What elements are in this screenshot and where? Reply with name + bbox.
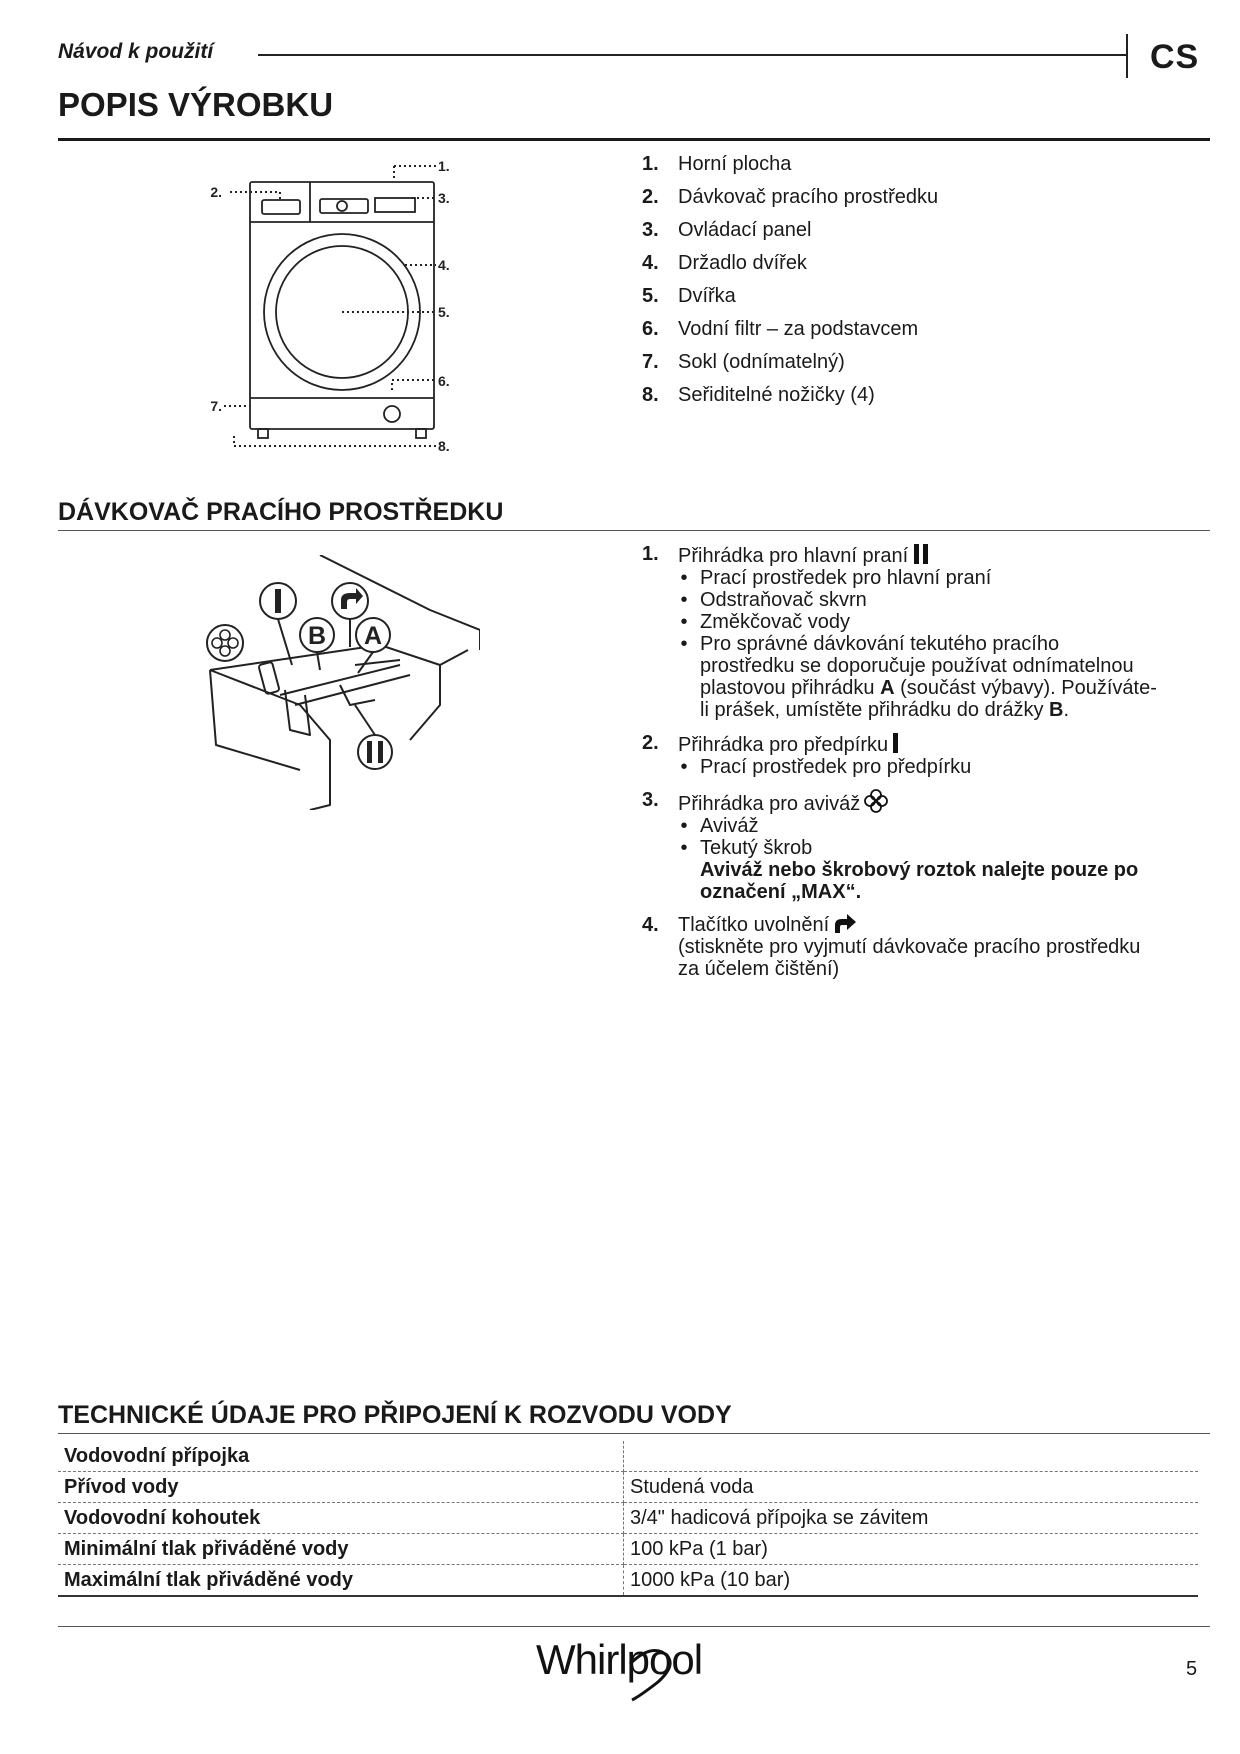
list-item — [642, 350, 938, 383]
list-item — [642, 543, 1158, 721]
dispenser-diagram — [200, 555, 480, 810]
item-number: 2. — [642, 732, 659, 754]
washing-machine-diagram — [210, 152, 470, 452]
row-value: 100 kPa (1 bar) — [624, 1534, 1199, 1565]
item-label: Držadlo dvířek — [678, 252, 807, 274]
section-rule — [58, 138, 1210, 141]
table-row — [58, 1534, 1198, 1565]
callout-8: 8. — [438, 438, 450, 452]
item-number: 1. — [642, 543, 659, 565]
section-title-product: POPIS VÝROBKU — [58, 86, 334, 123]
row-value: Studená voda — [624, 1472, 1199, 1503]
section-rule — [58, 530, 1210, 531]
list-item — [642, 317, 938, 350]
page-number: 5 — [1186, 1658, 1198, 1680]
document-title: Návod k použití — [58, 40, 214, 63]
header-rule — [258, 54, 1126, 56]
item-number: 5. — [642, 285, 659, 307]
language-code: CS — [1150, 38, 1200, 76]
dispenser-list — [642, 543, 1158, 991]
sub-item: • Změkčovač vody — [700, 611, 1158, 633]
row-key: Přívod vody — [58, 1472, 624, 1503]
sub-item: • Prací prostředek pro předpírku — [700, 756, 1158, 778]
sub-item: • Pro správné dávkování tekutého pracího prostředku se doporučuje používat odnímatelnou plastovou přihrádku A (součást výbavy). Používáte-li prášek, umístěte přihrádku do drážky B. — [700, 633, 1158, 721]
item-number: 3. — [642, 789, 659, 811]
section-title-tech: TECHNICKÉ ÚDAJE PRO PŘIPOJENÍ K ROZVODU VODY — [58, 1401, 732, 1429]
sub-item: • Odstraňovač skvrn — [700, 589, 1158, 611]
table-row — [58, 1441, 1198, 1472]
callout-6: 6. — [438, 373, 450, 389]
item-number: 4. — [642, 914, 659, 936]
list-item — [642, 251, 938, 284]
item-label: Sokl (odnímatelný) — [678, 351, 845, 373]
header-divider — [1126, 34, 1128, 78]
section-rule — [58, 1433, 1210, 1434]
item-label: Přihrádka pro předpírku — [678, 734, 889, 756]
parts-list — [642, 152, 938, 416]
callout-2: 2. — [210, 184, 222, 200]
row-key: Vodovodní kohoutek — [58, 1503, 624, 1534]
sub-item: • Tekutý škrob — [700, 837, 1158, 859]
list-item — [642, 218, 938, 251]
warning-note: Aviváž nebo škrobový roztok nalejte pouze po označení „MAX“. — [700, 859, 1139, 903]
item-label: Seřiditelné nožičky (4) — [678, 384, 875, 406]
item-number: 4. — [642, 252, 659, 274]
row-value — [624, 1441, 1199, 1472]
item-number: 2. — [642, 186, 659, 208]
callout-5: 5. — [438, 304, 450, 320]
footer-rule — [58, 1626, 1210, 1627]
item-number: 3. — [642, 219, 659, 241]
item-label: Ovládací panel — [678, 219, 812, 241]
item-label: Tlačítko uvolnění — [678, 914, 830, 936]
row-value: 3/4" hadicová přípojka se závitem — [624, 1503, 1199, 1534]
row-key: Minimální tlak přiváděné vody — [58, 1534, 624, 1565]
row-key: Vodovodní přípojka — [58, 1441, 624, 1472]
section-title-dispenser: DÁVKOVAČ PRACÍHO PROSTŘEDKU — [58, 498, 504, 526]
table-row — [58, 1472, 1198, 1503]
callout-4: 4. — [438, 257, 450, 273]
item-label: Přihrádka pro aviváž — [678, 793, 861, 815]
list-item — [642, 185, 938, 218]
flower-icon — [864, 789, 888, 813]
sub-item: • Aviváž — [700, 815, 1158, 837]
list-item — [642, 152, 938, 185]
whirlpool-logo — [530, 1628, 730, 1704]
item-number: 7. — [642, 351, 659, 373]
brand-name: Whirlpool — [536, 1636, 703, 1683]
item-number: 6. — [642, 318, 659, 340]
item-label: Přihrádka pro hlavní praní — [678, 545, 909, 567]
item-number: 1. — [642, 153, 659, 175]
list-item — [642, 789, 1158, 903]
sub-item: • Prací prostředek pro hlavní praní — [700, 567, 1158, 589]
list-item — [642, 383, 938, 416]
callout-7: 7. — [210, 398, 222, 414]
main-wash-icon — [912, 543, 930, 565]
item-label: Dvířka — [678, 285, 736, 307]
table-row — [58, 1503, 1198, 1534]
row-value: 1000 kPa (10 bar) — [624, 1565, 1199, 1597]
callout-1: 1. — [438, 158, 450, 174]
item-description: (stiskněte pro vyjmutí dávkovače pracího prostředku za účelem čištění) — [678, 936, 1141, 980]
row-key: Maximální tlak přiváděné vody — [58, 1565, 624, 1597]
callout-3: 3. — [438, 190, 450, 206]
list-item — [642, 732, 1158, 778]
list-item — [642, 914, 1158, 980]
list-item — [642, 284, 938, 317]
tech-table — [58, 1441, 1198, 1597]
item-label: Horní plocha — [678, 153, 792, 175]
item-number: 8. — [642, 384, 659, 406]
figure-label-b: B — [307, 622, 327, 650]
item-label: Vodní filtr – za podstavcem — [678, 318, 919, 340]
figure-label-a: A — [363, 622, 383, 650]
table-row — [58, 1565, 1198, 1597]
prewash-icon — [892, 732, 900, 754]
release-arrow-icon — [833, 914, 857, 934]
item-label: Dávkovač pracího prostředku — [678, 186, 939, 208]
